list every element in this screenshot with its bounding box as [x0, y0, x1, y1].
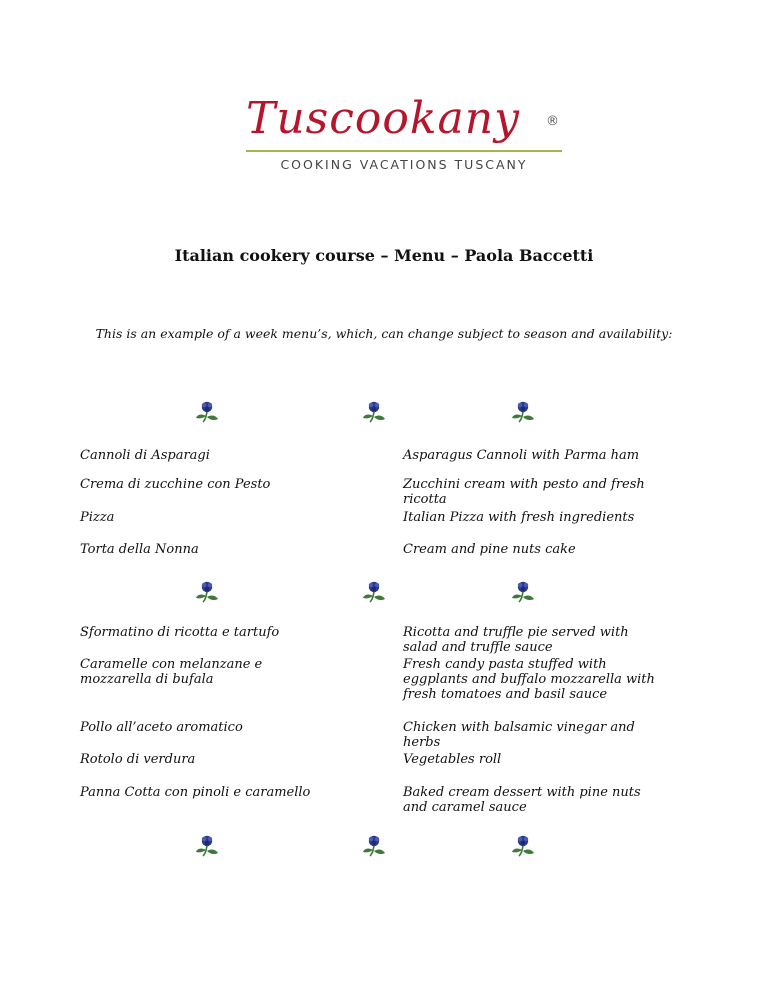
registered-mark: ® [546, 114, 559, 129]
intro-text: This is an example of a week menu’s, which, can change subject to season and availability: [95, 326, 673, 341]
flower-icon [194, 580, 220, 604]
page-title: Italian cookery course – Menu – Paola Baccetti [174, 246, 594, 265]
flower-icon [194, 400, 220, 424]
menu-item-english: Italian Pizza with fresh ingredients [403, 510, 635, 525]
flower-icon [194, 834, 220, 858]
flower-icon [361, 580, 387, 604]
menu-item-italian: Rotolo di verdura [80, 752, 196, 767]
menu-item-english: Zucchini cream with pesto and fresh ricotta [403, 477, 645, 507]
menu-item-italian: Cannoli di Asparagi [80, 448, 210, 463]
flower-icon [510, 400, 536, 424]
menu-item-italian: Caramelle con melanzane e mozzarella di bufala [80, 657, 263, 687]
menu-item-italian: Panna Cotta con pinoli e caramello [80, 785, 311, 800]
flower-icon [510, 580, 536, 604]
menu-item-italian: Crema di zucchine con Pesto [80, 477, 271, 492]
flower-icon [361, 400, 387, 424]
flower-icon [510, 834, 536, 858]
menu-item-english: Cream and pine nuts cake [403, 542, 576, 557]
menu-item-italian: Torta della Nonna [80, 542, 199, 557]
logo-tagline: COOKING VACATIONS TUSCANY [280, 157, 528, 172]
menu-item-italian: Pollo all’aceto aromatico [80, 720, 243, 735]
menu-item-english: Fresh candy pasta stuffed with eggplants and buffalo mozzarella with fresh tomatoes and basil sauce [403, 657, 655, 702]
menu-item-english: Baked cream dessert with pine nuts and caramel sauce [403, 785, 641, 815]
menu-item-english: Asparagus Cannoli with Parma ham [403, 448, 640, 463]
menu-item-italian: Pizza [80, 510, 115, 525]
flower-icon [361, 834, 387, 858]
logo-wordmark: Tuscookany [246, 93, 520, 144]
menu-item-english: Vegetables roll [403, 752, 502, 767]
menu-item-italian: Sformatino di ricotta e tartufo [80, 625, 280, 640]
menu-item-english: Chicken with balsamic vinegar and herbs [403, 720, 635, 750]
logo [246, 92, 566, 182]
logo-underline [246, 150, 562, 152]
menu-item-english: Ricotta and truffle pie served with salad and truffle sauce [403, 625, 629, 655]
